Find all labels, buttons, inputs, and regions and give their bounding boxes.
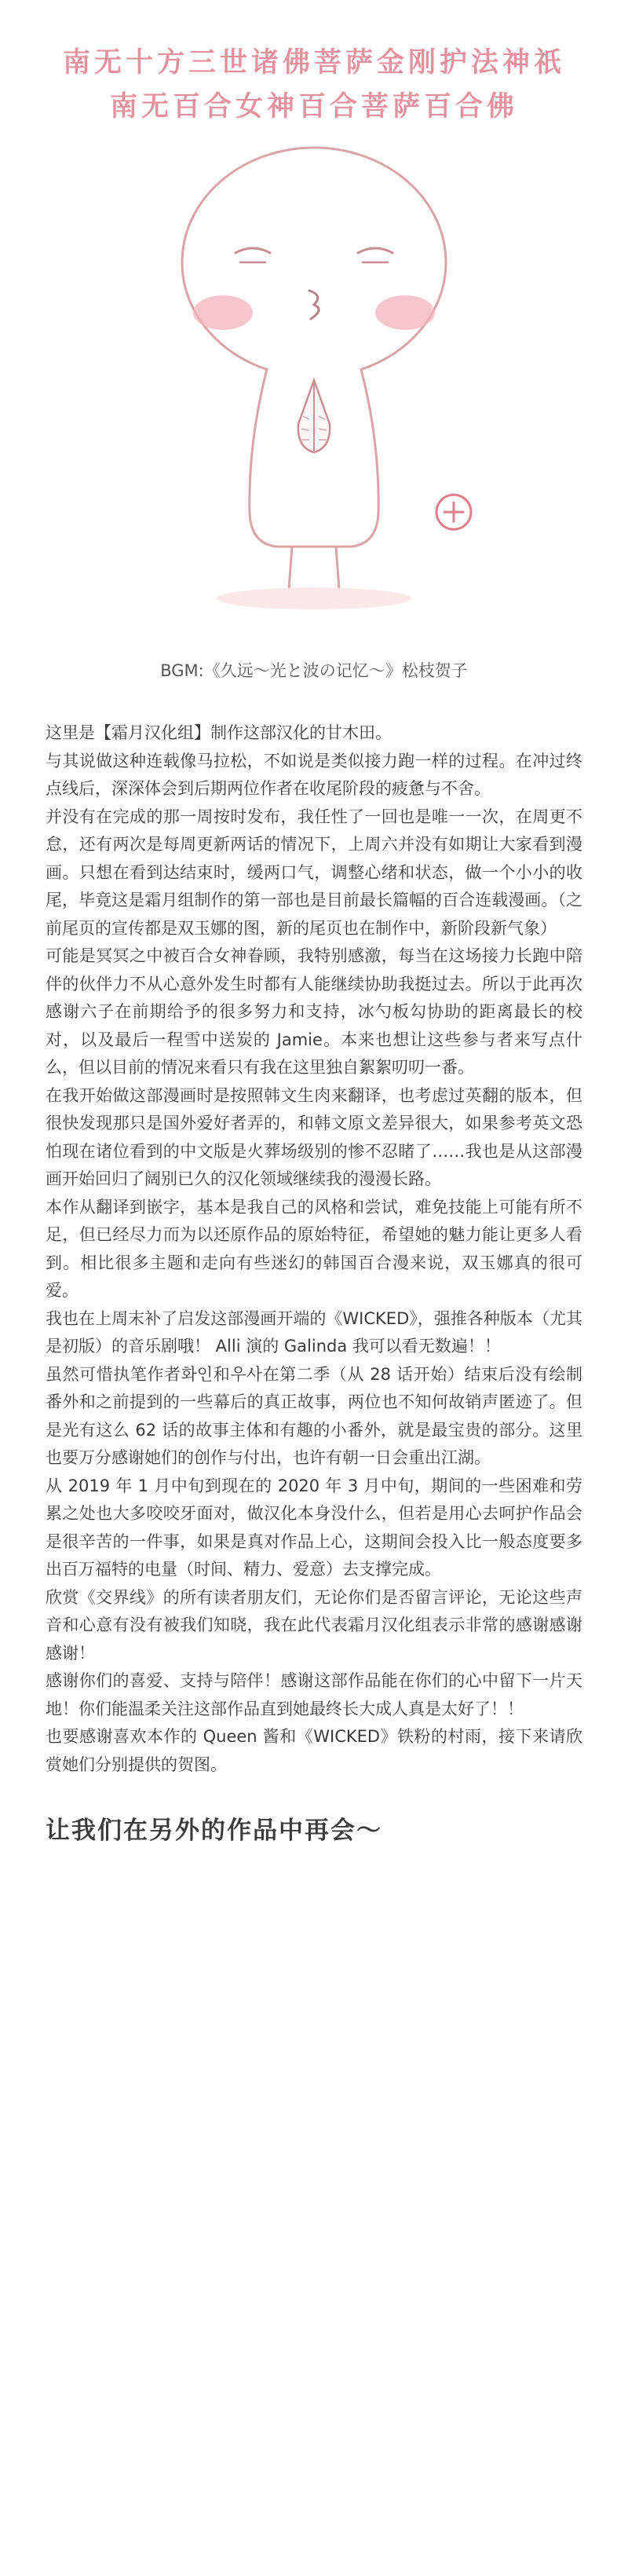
paragraph: 感谢你们的喜爱、支持与陪伴！感谢这部作品能在你们的心中留下一片天地！你们能温柔关注这部作品直到她最终长大成人真是太好了！！ — [46, 1671, 582, 1718]
paragraph: 我也在上周末补了启发这部漫画开端的《WICKED》，强推各种版本（尤其是初版）的音乐剧哦！ Alli 演的 Galinda 我可以看无数遍！！ — [46, 1308, 582, 1356]
paragraph: 可能是冥冥之中被百合女神眷顾，我特别感激，每当在这场接力长跑中陪伴的伙伴力不从心意外发生时都有人能继续协助我挺过去。所以于此再次感谢六子在前期给予的很多努力和支持，冰勺板勾协助的距离最长的校对，以及最后一程雪中送炭的 Jamie。本来也想让这些参与者来写点什么，但以目前的情况来看只有我在这里独自絮絮叨叨一番。 — [46, 946, 582, 1077]
title-line-1: 南无十方三世诸佛菩萨金刚护法神祇 — [62, 47, 565, 79]
paragraph: 并没有在完成的那一周按时发布，我任性了一回也是唯一一次，在周更不怠，还有两次是每周更新两话的情况下，上周六并没有如期让大家看到漫画。只想在看到达结束时，缓两口气，调整心绪和状态，做一个小小的收尾，毕竟这是霜月组制作的第一部也是目前最长篇幅的百合连载漫画。（之前尾页的宣传都是双玉娜的图，新的尾页也在制作中，新阶段新气象） — [46, 807, 582, 938]
afterword-article — [0, 686, 628, 1779]
paragraph: 与其说做这种连载像马拉松，不如说是类似接力跑一样的过程。在冲过终点线后，深深体会到后期两位作者在收尾阶段的疲惫与不舍。 — [46, 751, 582, 798]
title-line-2: 南无百合女神百合菩萨百合佛 — [109, 91, 518, 123]
bgm-credit: BGM:《久远～光と波の记忆～》松枝贺子 — [160, 661, 468, 680]
title-block — [0, 0, 628, 129]
paragraph: 欣赏《交界线》的所有读者朋友们，无论你们是否留言评论，无论这些声音和心意有没有被我们知晓，我在此代表霜月汉化组表示非常的感谢感谢感谢！ — [46, 1587, 582, 1663]
illustration — [0, 145, 628, 631]
plus-circle-icon — [0, 145, 628, 631]
paragraph: 从 2019 年 1 月中旬到现在的 2020 年 3 月中旬，期间的一些困难和劳累之处也大多咬咬牙面对，做汉化本身没什么，但若是用心去呵护作品会是很辛苦的一件事，如果是真对作品上心，这期间会投入比一般态度要多出百万福特的电量（时间、精力、爱意）去支撑完成。 — [46, 1476, 582, 1579]
paragraph: 本作从翻译到嵌字，基本是我自己的风格和尝试，难免技能上可能有所不足，但已经尽力而为以还原作品的原始特征，希望她的魅力能让更多人看到。相比很多主题和走向有些迷幻的韩国百合漫来说，双玉娜真的很可爱。 — [46, 1197, 582, 1300]
paragraph: 虽然可惜执笔作者화인和우사在第二季（从 28 话开始）结束后没有绘制番外和之前提到的一些幕后的真正故事，两位也不知何故销声匿迹了。但是光有这么 62 话的故事主体和有趣的小番外，就是最宝贵的部分。这里也要万分感谢她们的创作与付出，也许有朝一日会重出江湖。 — [46, 1364, 582, 1467]
closing-line: 让我们在另外的作品中再会～ — [46, 1817, 382, 1845]
paragraph: 也要感谢喜欢本作的 Queen 酱和《WICKED》铁粉的村雨，接下来请欣赏她们分别提供的贺图。 — [46, 1727, 582, 1774]
paragraph: 在我开始做这部漫画时是按照韩文生肉来翻译，也考虑过英翻的版本，但很快发现那只是国外爱好者弄的，和韩文原文差异很大，如果参考英文恐怕现在诸位看到的中文版是火葬场级别的惨不忍睹了……我也是从这部漫画开始回归了阔别已久的汉化领域继续我的漫漫长路。 — [46, 1085, 582, 1188]
paragraph: 这里是【霜月汉化组】制作这部汉化的甘木田。 — [46, 723, 392, 742]
